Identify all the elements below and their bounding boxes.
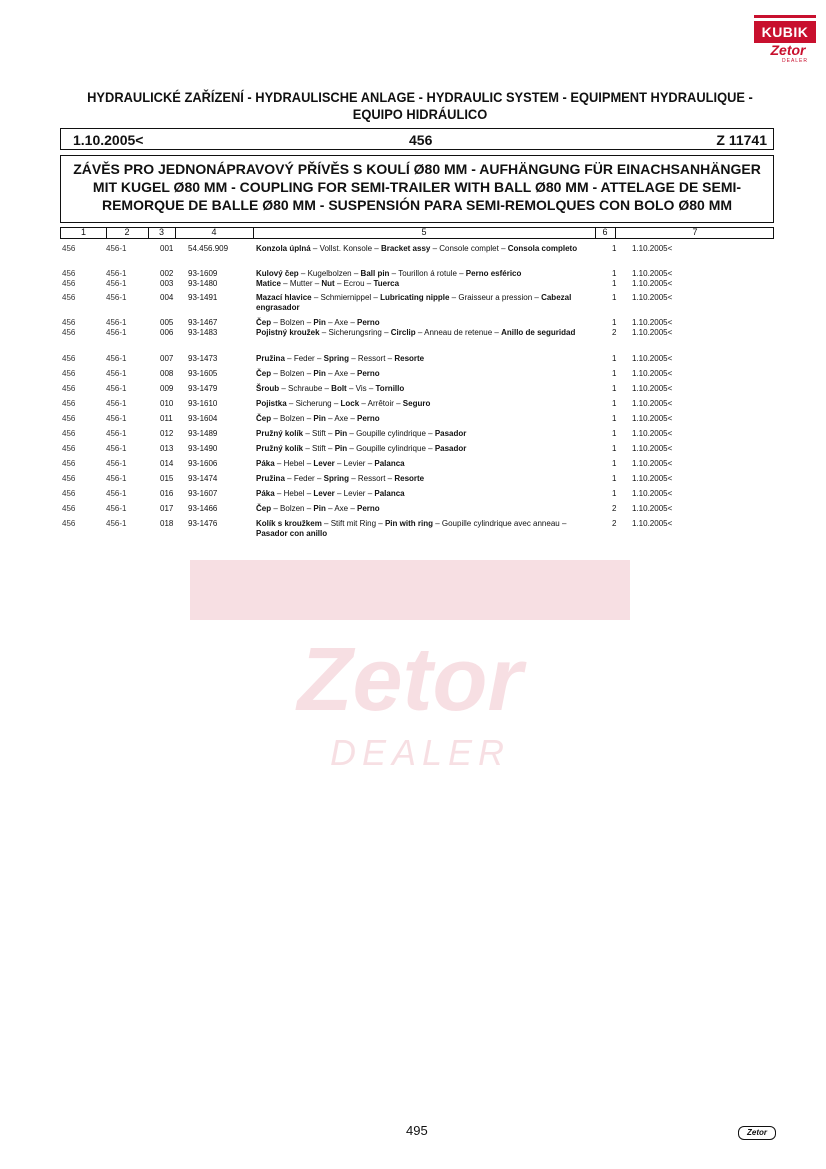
part-description: Matice – Mutter – Nut – Ecrou – Tuerca xyxy=(256,279,400,288)
part-name-fr: Console complet xyxy=(439,244,499,253)
part-position: 004 xyxy=(160,293,174,302)
part-quantity: 1 xyxy=(612,354,617,363)
part-name-de: Feder xyxy=(293,474,315,483)
part-name-de: Schmiernippel xyxy=(320,293,372,302)
part-position: 013 xyxy=(160,444,174,453)
part-name-cz: Čep xyxy=(256,504,272,513)
part-row xyxy=(60,279,774,289)
part-subgroup: 456-1 xyxy=(106,504,127,513)
part-quantity: 2 xyxy=(612,519,617,528)
part-subgroup: 456-1 xyxy=(106,244,127,253)
col-1: 1 xyxy=(80,227,86,237)
part-number: 93-1605 xyxy=(188,369,218,378)
part-number: 93-1604 xyxy=(188,414,218,423)
part-description: Pojistný kroužek – Sicherungsring – Circlip – Anneau de retenue – Anillo de seguridad xyxy=(256,328,576,337)
part-name-es: Palanca xyxy=(374,489,405,498)
part-name-es: Perno xyxy=(357,414,380,423)
part-name-es: Seguro xyxy=(402,399,431,408)
part-name-es: Perno xyxy=(357,369,380,378)
part-group: 456 xyxy=(62,504,76,513)
part-quantity: 1 xyxy=(612,279,617,288)
part-position: 014 xyxy=(160,459,174,468)
part-quantity: 1 xyxy=(612,369,617,378)
part-name-de: Hebel xyxy=(283,459,305,468)
part-description: Čep – Bolzen – Pin – Axe – Perno xyxy=(256,369,380,378)
part-row xyxy=(60,489,774,499)
part-subgroup: 456-1 xyxy=(106,293,127,302)
page-number: 495 xyxy=(406,1123,428,1138)
part-group: 456 xyxy=(62,489,76,498)
part-name-fr: Axe xyxy=(334,504,349,513)
part-group: 456 xyxy=(62,429,76,438)
part-description: Konzola úplná – Vollst. Konsole – Bracket assy – Console complet – Consola completo xyxy=(256,244,578,253)
part-position: 017 xyxy=(160,504,174,513)
part-group: 456 xyxy=(62,354,76,363)
part-row xyxy=(60,414,774,424)
part-group: 456 xyxy=(62,279,76,288)
part-number: 93-1483 xyxy=(188,328,218,337)
part-valid-from: 1.10.2005< xyxy=(632,414,673,423)
part-name-de: Stift mit Ring xyxy=(330,519,377,528)
part-name-de: Stift xyxy=(312,444,326,453)
part-position: 002 xyxy=(160,269,174,278)
part-position: 010 xyxy=(160,399,174,408)
part-description: Páka – Hebel – Lever – Levier – Palanca xyxy=(256,459,405,468)
part-name-en: Lock xyxy=(340,399,360,408)
part-quantity: 1 xyxy=(612,293,617,302)
part-group: 456 xyxy=(62,474,76,483)
part-name-cz: Čep xyxy=(256,318,272,327)
part-row xyxy=(60,384,774,394)
part-row xyxy=(60,474,774,484)
part-description: Šroub – Schraube – Bolt – Vis – Tornillo xyxy=(256,384,405,393)
part-group: 456 xyxy=(62,244,76,253)
part-valid-from: 1.10.2005< xyxy=(632,269,673,278)
part-name-de: Vollst. Konsole xyxy=(319,244,373,253)
part-name-fr: Axe xyxy=(334,318,349,327)
part-number: 93-1606 xyxy=(188,459,218,468)
part-name-es: Cabezal engrasador xyxy=(256,293,572,312)
part-name-es: Pasador xyxy=(434,429,467,438)
column-header xyxy=(60,227,774,239)
part-name-fr: Goupille cylindrique xyxy=(356,444,426,453)
part-position: 007 xyxy=(160,354,174,363)
part-name-de: Kugelbolzen xyxy=(307,269,352,278)
part-subgroup: 456-1 xyxy=(106,414,127,423)
watermark-dealer-text: DEALER xyxy=(329,732,511,773)
part-valid-from: 1.10.2005< xyxy=(632,244,673,253)
part-description: Čep – Bolzen – Pin – Axe – Perno xyxy=(256,318,380,327)
parts-table xyxy=(60,244,774,539)
part-row xyxy=(60,293,774,313)
part-subgroup: 456-1 xyxy=(106,474,127,483)
part-name-cz: Pružný kolík xyxy=(256,444,304,453)
part-position: 015 xyxy=(160,474,174,483)
part-name-cz: Páka xyxy=(256,459,275,468)
part-name-fr: Levier xyxy=(343,459,366,468)
part-name-cz: Čep xyxy=(256,369,272,378)
part-name-en: Lever xyxy=(313,489,335,498)
part-name-fr: Ecrou xyxy=(343,279,365,288)
part-name-fr: Levier xyxy=(343,489,366,498)
part-number: 93-1610 xyxy=(188,399,218,408)
part-name-de: Bolzen xyxy=(280,369,305,378)
part-name-fr: Anneau de retenue xyxy=(424,328,493,337)
part-quantity: 1 xyxy=(612,318,617,327)
part-number: 93-1479 xyxy=(188,384,218,393)
part-name-cz: Pojistka xyxy=(256,399,287,408)
part-name-es: Resorte xyxy=(394,354,425,363)
part-position: 005 xyxy=(160,318,174,327)
part-name-de: Mutter xyxy=(289,279,313,288)
part-name-fr: Arrêtoir xyxy=(367,399,394,408)
part-valid-from: 1.10.2005< xyxy=(632,489,673,498)
part-description: Pružina – Feder – Spring – Ressort – Resorte xyxy=(256,474,425,483)
part-name-es: Perno xyxy=(357,318,380,327)
part-name-en: Nut xyxy=(321,279,335,288)
col-2: 2 xyxy=(124,227,130,237)
part-name-en: Lever xyxy=(313,459,335,468)
part-number: 93-1474 xyxy=(188,474,218,483)
col-3: 3 xyxy=(158,227,164,237)
part-row xyxy=(60,519,774,539)
part-name-de: Bolzen xyxy=(280,414,305,423)
part-name-de: Sicherung xyxy=(295,399,332,408)
logo-dealer-text: DEALER xyxy=(782,58,809,64)
part-description: Páka – Hebel – Lever – Levier – Palanca xyxy=(256,489,405,498)
part-name-cz: Matice xyxy=(256,279,281,288)
part-name-cz: Pružný kolík xyxy=(256,429,304,438)
part-name-en: Bolt xyxy=(331,384,347,393)
part-description: Čep – Bolzen – Pin – Axe – Perno xyxy=(256,504,380,513)
part-row xyxy=(60,429,774,439)
part-name-en: Pin xyxy=(313,504,326,513)
part-name-fr: Ressort xyxy=(357,474,386,483)
part-quantity: 1 xyxy=(612,244,617,253)
part-row xyxy=(60,369,774,379)
part-description: Pružný kolík – Stift – Pin – Goupille cylindrique – Pasador xyxy=(256,429,467,438)
part-name-en: Spring xyxy=(323,354,349,363)
part-name-es: Perno xyxy=(357,504,380,513)
part-name-es: Perno esférico xyxy=(465,269,522,278)
part-name-es: Pasador xyxy=(434,444,467,453)
part-name-fr: Axe xyxy=(334,369,349,378)
part-valid-from: 1.10.2005< xyxy=(632,354,673,363)
part-subgroup: 456-1 xyxy=(106,489,127,498)
part-row xyxy=(60,318,774,328)
part-name-en: Circlip xyxy=(390,328,416,337)
part-description: Čep – Bolzen – Pin – Axe – Perno xyxy=(256,414,380,423)
part-quantity: 2 xyxy=(612,504,617,513)
part-group: 456 xyxy=(62,384,76,393)
part-group: 456 xyxy=(62,519,76,528)
part-number: 93-1473 xyxy=(188,354,218,363)
part-quantity: 2 xyxy=(612,328,617,337)
part-row xyxy=(60,354,774,364)
part-number: 93-1467 xyxy=(188,318,218,327)
part-description: Pružina – Feder – Spring – Ressort – Resorte xyxy=(256,354,425,363)
part-name-de: Bolzen xyxy=(280,318,305,327)
part-quantity: 1 xyxy=(612,399,617,408)
part-name-fr: Tourillon á rotule xyxy=(398,269,457,278)
part-name-cz: Páka xyxy=(256,489,275,498)
part-name-cz: Pojistný kroužek xyxy=(256,328,320,337)
part-name-de: Schraube xyxy=(288,384,323,393)
part-position: 012 xyxy=(160,429,174,438)
part-group: 456 xyxy=(62,399,76,408)
part-quantity: 1 xyxy=(612,489,617,498)
header-box xyxy=(60,128,774,150)
section-title: HYDRAULICKÉ ZAŘÍZENÍ - HYDRAULISCHE ANLAGE - HYDRAULIC SYSTEM - EQUIPMENT HYDRAULIQUE - EQUIPO HIDRÁULICO xyxy=(87,89,753,122)
part-name-es: Anillo de seguridad xyxy=(501,328,576,337)
part-name-es: Pasador con anillo xyxy=(256,529,328,538)
part-position: 011 xyxy=(160,414,173,423)
part-number: 93-1476 xyxy=(188,519,218,528)
part-quantity: 1 xyxy=(612,429,617,438)
part-name-cz: Konzola úplná xyxy=(256,244,311,253)
part-valid-from: 1.10.2005< xyxy=(632,459,673,468)
part-name-es: Tuerca xyxy=(373,279,400,288)
col-7: 7 xyxy=(692,227,698,237)
part-number: 93-1609 xyxy=(188,269,218,278)
part-subgroup: 456-1 xyxy=(106,429,127,438)
part-row xyxy=(60,504,774,514)
part-name-cz: Kulový čep xyxy=(256,269,299,278)
part-valid-from: 1.10.2005< xyxy=(632,519,673,528)
part-name-cz: Mazací hlavice xyxy=(256,293,312,302)
part-group: 456 xyxy=(62,293,76,302)
part-name-fr: Ressort xyxy=(357,354,386,363)
part-name-es: Palanca xyxy=(374,459,405,468)
part-name-de: Sicherungsring xyxy=(328,328,382,337)
footer-zetor-logo: Zetor xyxy=(738,1126,776,1140)
part-valid-from: 1.10.2005< xyxy=(632,384,673,393)
part-number: 93-1489 xyxy=(188,429,218,438)
part-description: Kolík s kroužkem – Stift mit Ring – Pin with ring – Goupille cylindrique avec anneau – Pasador con anillo xyxy=(256,519,567,538)
logo-zetor-text: Zetor xyxy=(770,42,806,58)
part-valid-from: 1.10.2005< xyxy=(632,318,673,327)
watermark-zetor-text: Zetor xyxy=(297,630,523,730)
part-name-cz: Kolík s kroužkem xyxy=(256,519,322,528)
part-quantity: 1 xyxy=(612,474,617,483)
part-name-en: Lubricating nipple xyxy=(380,293,450,302)
part-description: Kulový čep – Kugelbolzen – Ball pin – Tourillon á rotule – Perno esférico xyxy=(256,269,522,278)
part-subgroup: 456-1 xyxy=(106,399,127,408)
part-number: 54.456.909 xyxy=(188,244,229,253)
logo-kubik-text: KUBIK xyxy=(754,18,816,43)
part-group: 456 xyxy=(62,459,76,468)
part-name-en: Pin with ring xyxy=(384,519,433,528)
part-name-cz: Pružina xyxy=(256,474,285,483)
part-subgroup: 456-1 xyxy=(106,519,127,528)
part-quantity: 1 xyxy=(612,269,617,278)
part-name-de: Hebel xyxy=(283,489,305,498)
part-name-fr: Vis xyxy=(355,384,367,393)
part-position: 003 xyxy=(160,279,174,288)
part-subgroup: 456-1 xyxy=(106,328,127,337)
part-position: 016 xyxy=(160,489,174,498)
part-group: 456 xyxy=(62,369,76,378)
kubik-zetor-logo xyxy=(754,14,816,66)
part-name-en: Spring xyxy=(323,474,349,483)
part-quantity: 1 xyxy=(612,414,617,423)
part-position: 018 xyxy=(160,519,174,528)
part-number: 93-1607 xyxy=(188,489,218,498)
part-number: 93-1466 xyxy=(188,504,218,513)
part-quantity: 1 xyxy=(612,384,617,393)
col-6: 6 xyxy=(602,227,608,237)
part-name-en: Bracket assy xyxy=(380,244,431,253)
part-valid-from: 1.10.2005< xyxy=(632,328,673,337)
part-number: 93-1480 xyxy=(188,279,218,288)
part-name-cz: Pružina xyxy=(256,354,285,363)
part-valid-from: 1.10.2005< xyxy=(632,293,673,302)
part-name-fr: Goupille cylindrique avec anneau xyxy=(441,519,560,528)
part-quantity: 1 xyxy=(612,444,617,453)
part-name-es: Resorte xyxy=(394,474,425,483)
part-valid-from: 1.10.2005< xyxy=(632,444,673,453)
part-group: 456 xyxy=(62,318,76,327)
part-name-de: Bolzen xyxy=(280,504,305,513)
part-position: 006 xyxy=(160,328,174,337)
part-subgroup: 456-1 xyxy=(106,384,127,393)
part-position: 008 xyxy=(160,369,174,378)
kubik-zetor-watermark xyxy=(190,560,630,790)
part-subgroup: 456-1 xyxy=(106,318,127,327)
part-valid-from: 1.10.2005< xyxy=(632,474,673,483)
part-name-fr: Graisseur a pression xyxy=(458,293,533,302)
part-name-en: Pin xyxy=(313,414,326,423)
part-name-en: Pin xyxy=(313,369,326,378)
part-name-fr: Axe xyxy=(334,414,349,423)
part-valid-from: 1.10.2005< xyxy=(632,369,673,378)
part-group: 456 xyxy=(62,328,76,337)
part-row xyxy=(60,244,774,264)
part-subgroup: 456-1 xyxy=(106,269,127,278)
col-5: 5 xyxy=(421,227,427,237)
part-name-de: Feder xyxy=(293,354,315,363)
part-name-cz: Šroub xyxy=(256,384,280,393)
part-valid-from: 1.10.2005< xyxy=(632,504,673,513)
part-group: 456 xyxy=(62,444,76,453)
part-name-en: Pin xyxy=(334,444,348,453)
part-row xyxy=(60,328,774,348)
part-number: 93-1491 xyxy=(188,293,218,302)
part-row xyxy=(60,399,774,409)
header-group: 456 xyxy=(409,132,433,148)
part-description: Mazací hlavice – Schmiernippel – Lubricating nipple – Graisseur a pression – Cabezal engrasador xyxy=(256,293,572,312)
part-name-en: Ball pin xyxy=(360,269,390,278)
part-name-fr: Goupille cylindrique xyxy=(356,429,426,438)
part-name-en: Pin xyxy=(334,429,348,438)
part-name-es: Tornillo xyxy=(375,384,405,393)
part-group: 456 xyxy=(62,269,76,278)
part-group: 456 xyxy=(62,414,76,423)
part-position: 001 xyxy=(160,244,174,253)
part-valid-from: 1.10.2005< xyxy=(632,279,673,288)
part-number: 93-1490 xyxy=(188,444,218,453)
part-subgroup: 456-1 xyxy=(106,459,127,468)
part-subgroup: 456-1 xyxy=(106,444,127,453)
part-quantity: 1 xyxy=(612,459,617,468)
part-name-cz: Čep xyxy=(256,414,272,423)
part-row xyxy=(60,459,774,469)
part-subgroup: 456-1 xyxy=(106,354,127,363)
header-date: 1.10.2005< xyxy=(73,132,144,148)
part-name-en: Pin xyxy=(313,318,326,327)
part-name-es: Consola completo xyxy=(507,244,578,253)
header-code: Z 11741 xyxy=(716,132,767,148)
assembly-description: ZÁVĚS PRO JEDNONÁPRAVOVÝ PŘÍVĚS S KOULÍ Ø80 MM - AUFHÄNGUNG FÜR EINACHSANHÄNGER MIT KUGEL Ø80 MM - COUPLING FOR SEMI-TRAILER WITH BALL Ø80 MM - ATTELAGE DE SEMI-REMORQUE DE BALLE Ø80 MM - SUSPENSIÓN PARA SEMI-REMOLQUES CON BOLO Ø80 MM xyxy=(60,155,774,223)
part-row xyxy=(60,444,774,454)
part-subgroup: 456-1 xyxy=(106,279,127,288)
part-description: Pružný kolík – Stift – Pin – Goupille cylindrique – Pasador xyxy=(256,444,467,453)
part-row xyxy=(60,269,774,279)
part-position: 009 xyxy=(160,384,174,393)
col-4: 4 xyxy=(211,227,217,237)
part-description: Pojistka – Sicherung – Lock – Arrêtoir – Seguro xyxy=(256,399,431,408)
part-valid-from: 1.10.2005< xyxy=(632,429,673,438)
part-subgroup: 456-1 xyxy=(106,369,127,378)
part-valid-from: 1.10.2005< xyxy=(632,399,673,408)
part-name-de: Stift xyxy=(312,429,326,438)
